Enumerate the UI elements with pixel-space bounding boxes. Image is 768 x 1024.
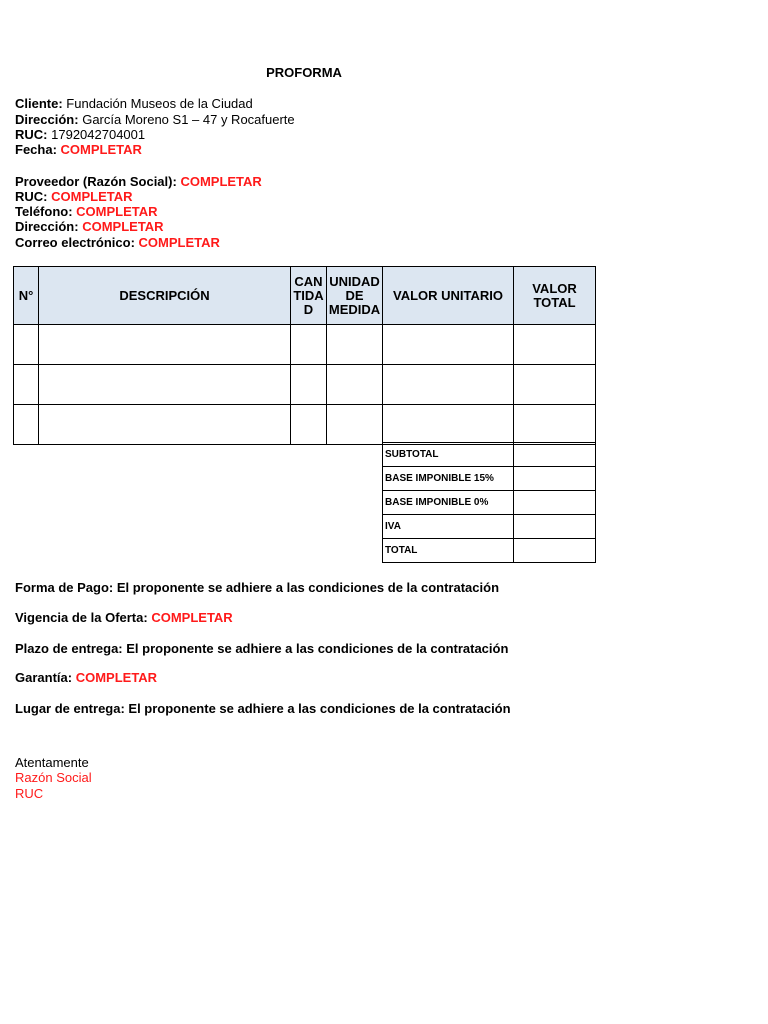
provider-address-label: Dirección: bbox=[15, 219, 79, 234]
provider-name-label: Proveedor (Razón Social): bbox=[15, 174, 177, 189]
validity-line bbox=[15, 610, 233, 625]
provider-ruc-label: RUC: bbox=[15, 189, 48, 204]
client-ruc-value: 1792042704001 bbox=[51, 127, 146, 142]
date-line bbox=[15, 142, 142, 157]
warranty-label: Garantía: bbox=[15, 670, 73, 685]
client-ruc-label: RUC: bbox=[15, 127, 48, 142]
client-value: Fundación Museos de la Ciudad bbox=[66, 96, 253, 111]
cell-quantity[interactable] bbox=[291, 325, 327, 365]
table-row bbox=[14, 365, 596, 405]
date-label: Fecha: bbox=[15, 142, 57, 157]
validity-value: COMPLETAR bbox=[151, 610, 233, 625]
base-0-label: BASE IMPONIBLE 0% bbox=[383, 491, 514, 515]
provider-name-line bbox=[15, 174, 262, 189]
provider-ruc-value: COMPLETAR bbox=[51, 189, 133, 204]
header-quantity-line-2: TIDA bbox=[293, 287, 324, 303]
header-unit-line-2: DE bbox=[345, 287, 364, 303]
header-unit-line-1: UNIDAD bbox=[329, 273, 380, 289]
client-name-line bbox=[15, 96, 253, 111]
provider-address-value: COMPLETAR bbox=[82, 219, 164, 234]
totals-table bbox=[382, 442, 596, 563]
cell-unit-value[interactable] bbox=[383, 325, 514, 365]
base-15-value[interactable] bbox=[514, 467, 596, 491]
cell-total-value[interactable] bbox=[514, 365, 596, 405]
closing-atentamente: Atentamente bbox=[15, 755, 89, 770]
header-total-value bbox=[514, 267, 596, 325]
provider-address-line bbox=[15, 219, 164, 234]
total-value[interactable] bbox=[514, 539, 596, 563]
base-0-value[interactable] bbox=[514, 491, 596, 515]
cell-total-value[interactable] bbox=[514, 405, 596, 445]
validity-label: Vigencia de la Oferta: bbox=[15, 610, 148, 625]
client-address-label: Dirección: bbox=[15, 112, 79, 127]
header-quantity-line-3: D bbox=[303, 301, 314, 317]
warranty-value: COMPLETAR bbox=[75, 670, 158, 685]
cell-num[interactable] bbox=[14, 365, 39, 405]
totals-row-iva bbox=[383, 515, 596, 539]
provider-email-value: COMPLETAR bbox=[138, 235, 220, 250]
client-address-value: García Moreno S1 – 47 y Rocafuerte bbox=[82, 112, 295, 127]
cell-unit[interactable] bbox=[327, 405, 383, 445]
provider-email-line bbox=[15, 235, 220, 250]
warranty-line bbox=[15, 670, 157, 685]
provider-phone-value: COMPLETAR bbox=[76, 204, 158, 219]
closing-ruc: RUC bbox=[15, 786, 44, 801]
cell-unit-value[interactable] bbox=[383, 365, 514, 405]
date-value: COMPLETAR bbox=[60, 142, 142, 157]
payment-terms: Forma de Pago: El proponente se adhiere a las condiciones de la contratación bbox=[15, 580, 500, 595]
cell-description[interactable] bbox=[39, 325, 291, 365]
header-unit-line-3: MEDIDA bbox=[328, 301, 381, 317]
cell-quantity[interactable] bbox=[291, 405, 327, 445]
table-row bbox=[14, 325, 596, 365]
items-table bbox=[13, 266, 596, 445]
header-unit-value: VALOR UNITARIO bbox=[383, 267, 514, 325]
provider-email-label: Correo electrónico: bbox=[15, 235, 135, 250]
delivery-place: Lugar de entrega: El proponente se adhiere a las condiciones de la contratación bbox=[15, 701, 511, 716]
totals-row-base-0 bbox=[383, 491, 596, 515]
iva-label: IVA bbox=[383, 515, 514, 539]
subtotal-value[interactable] bbox=[514, 443, 596, 467]
totals-row-base-15 bbox=[383, 467, 596, 491]
client-label: Cliente: bbox=[15, 96, 63, 111]
header-total-line-1: VALOR bbox=[532, 280, 577, 296]
iva-value[interactable] bbox=[514, 515, 596, 539]
header-quantity bbox=[291, 267, 327, 325]
table-row bbox=[14, 405, 596, 445]
cell-quantity[interactable] bbox=[291, 365, 327, 405]
cell-unit-value[interactable] bbox=[383, 405, 514, 445]
cell-description[interactable] bbox=[39, 365, 291, 405]
subtotal-label: SUBTOTAL bbox=[383, 443, 514, 467]
document-title: PROFORMA bbox=[266, 65, 342, 80]
cell-num[interactable] bbox=[14, 325, 39, 365]
header-description: DESCRIPCIÓN bbox=[39, 267, 291, 325]
provider-ruc-line bbox=[15, 189, 133, 204]
delivery-time: Plazo de entrega: El proponente se adhiere a las condiciones de la contratación bbox=[15, 641, 509, 656]
client-address-line bbox=[15, 112, 295, 127]
header-unit bbox=[327, 267, 383, 325]
cell-unit[interactable] bbox=[327, 325, 383, 365]
cell-num[interactable] bbox=[14, 405, 39, 445]
cell-description[interactable] bbox=[39, 405, 291, 445]
total-label: TOTAL bbox=[383, 539, 514, 563]
closing-razon-social: Razón Social bbox=[15, 770, 92, 785]
items-header-row bbox=[14, 267, 596, 325]
totals-row-total bbox=[383, 539, 596, 563]
cell-total-value[interactable] bbox=[514, 325, 596, 365]
provider-name-value: COMPLETAR bbox=[180, 174, 262, 189]
totals-row-subtotal bbox=[383, 443, 596, 467]
cell-unit[interactable] bbox=[327, 365, 383, 405]
header-quantity-line-1: CAN bbox=[294, 273, 323, 289]
header-total-line-2: TOTAL bbox=[533, 294, 576, 310]
client-ruc-line bbox=[15, 127, 145, 142]
provider-phone-label: Teléfono: bbox=[15, 204, 73, 219]
header-num: N° bbox=[14, 267, 39, 325]
base-15-label: BASE IMPONIBLE 15% bbox=[383, 467, 514, 491]
provider-phone-line bbox=[15, 204, 158, 219]
